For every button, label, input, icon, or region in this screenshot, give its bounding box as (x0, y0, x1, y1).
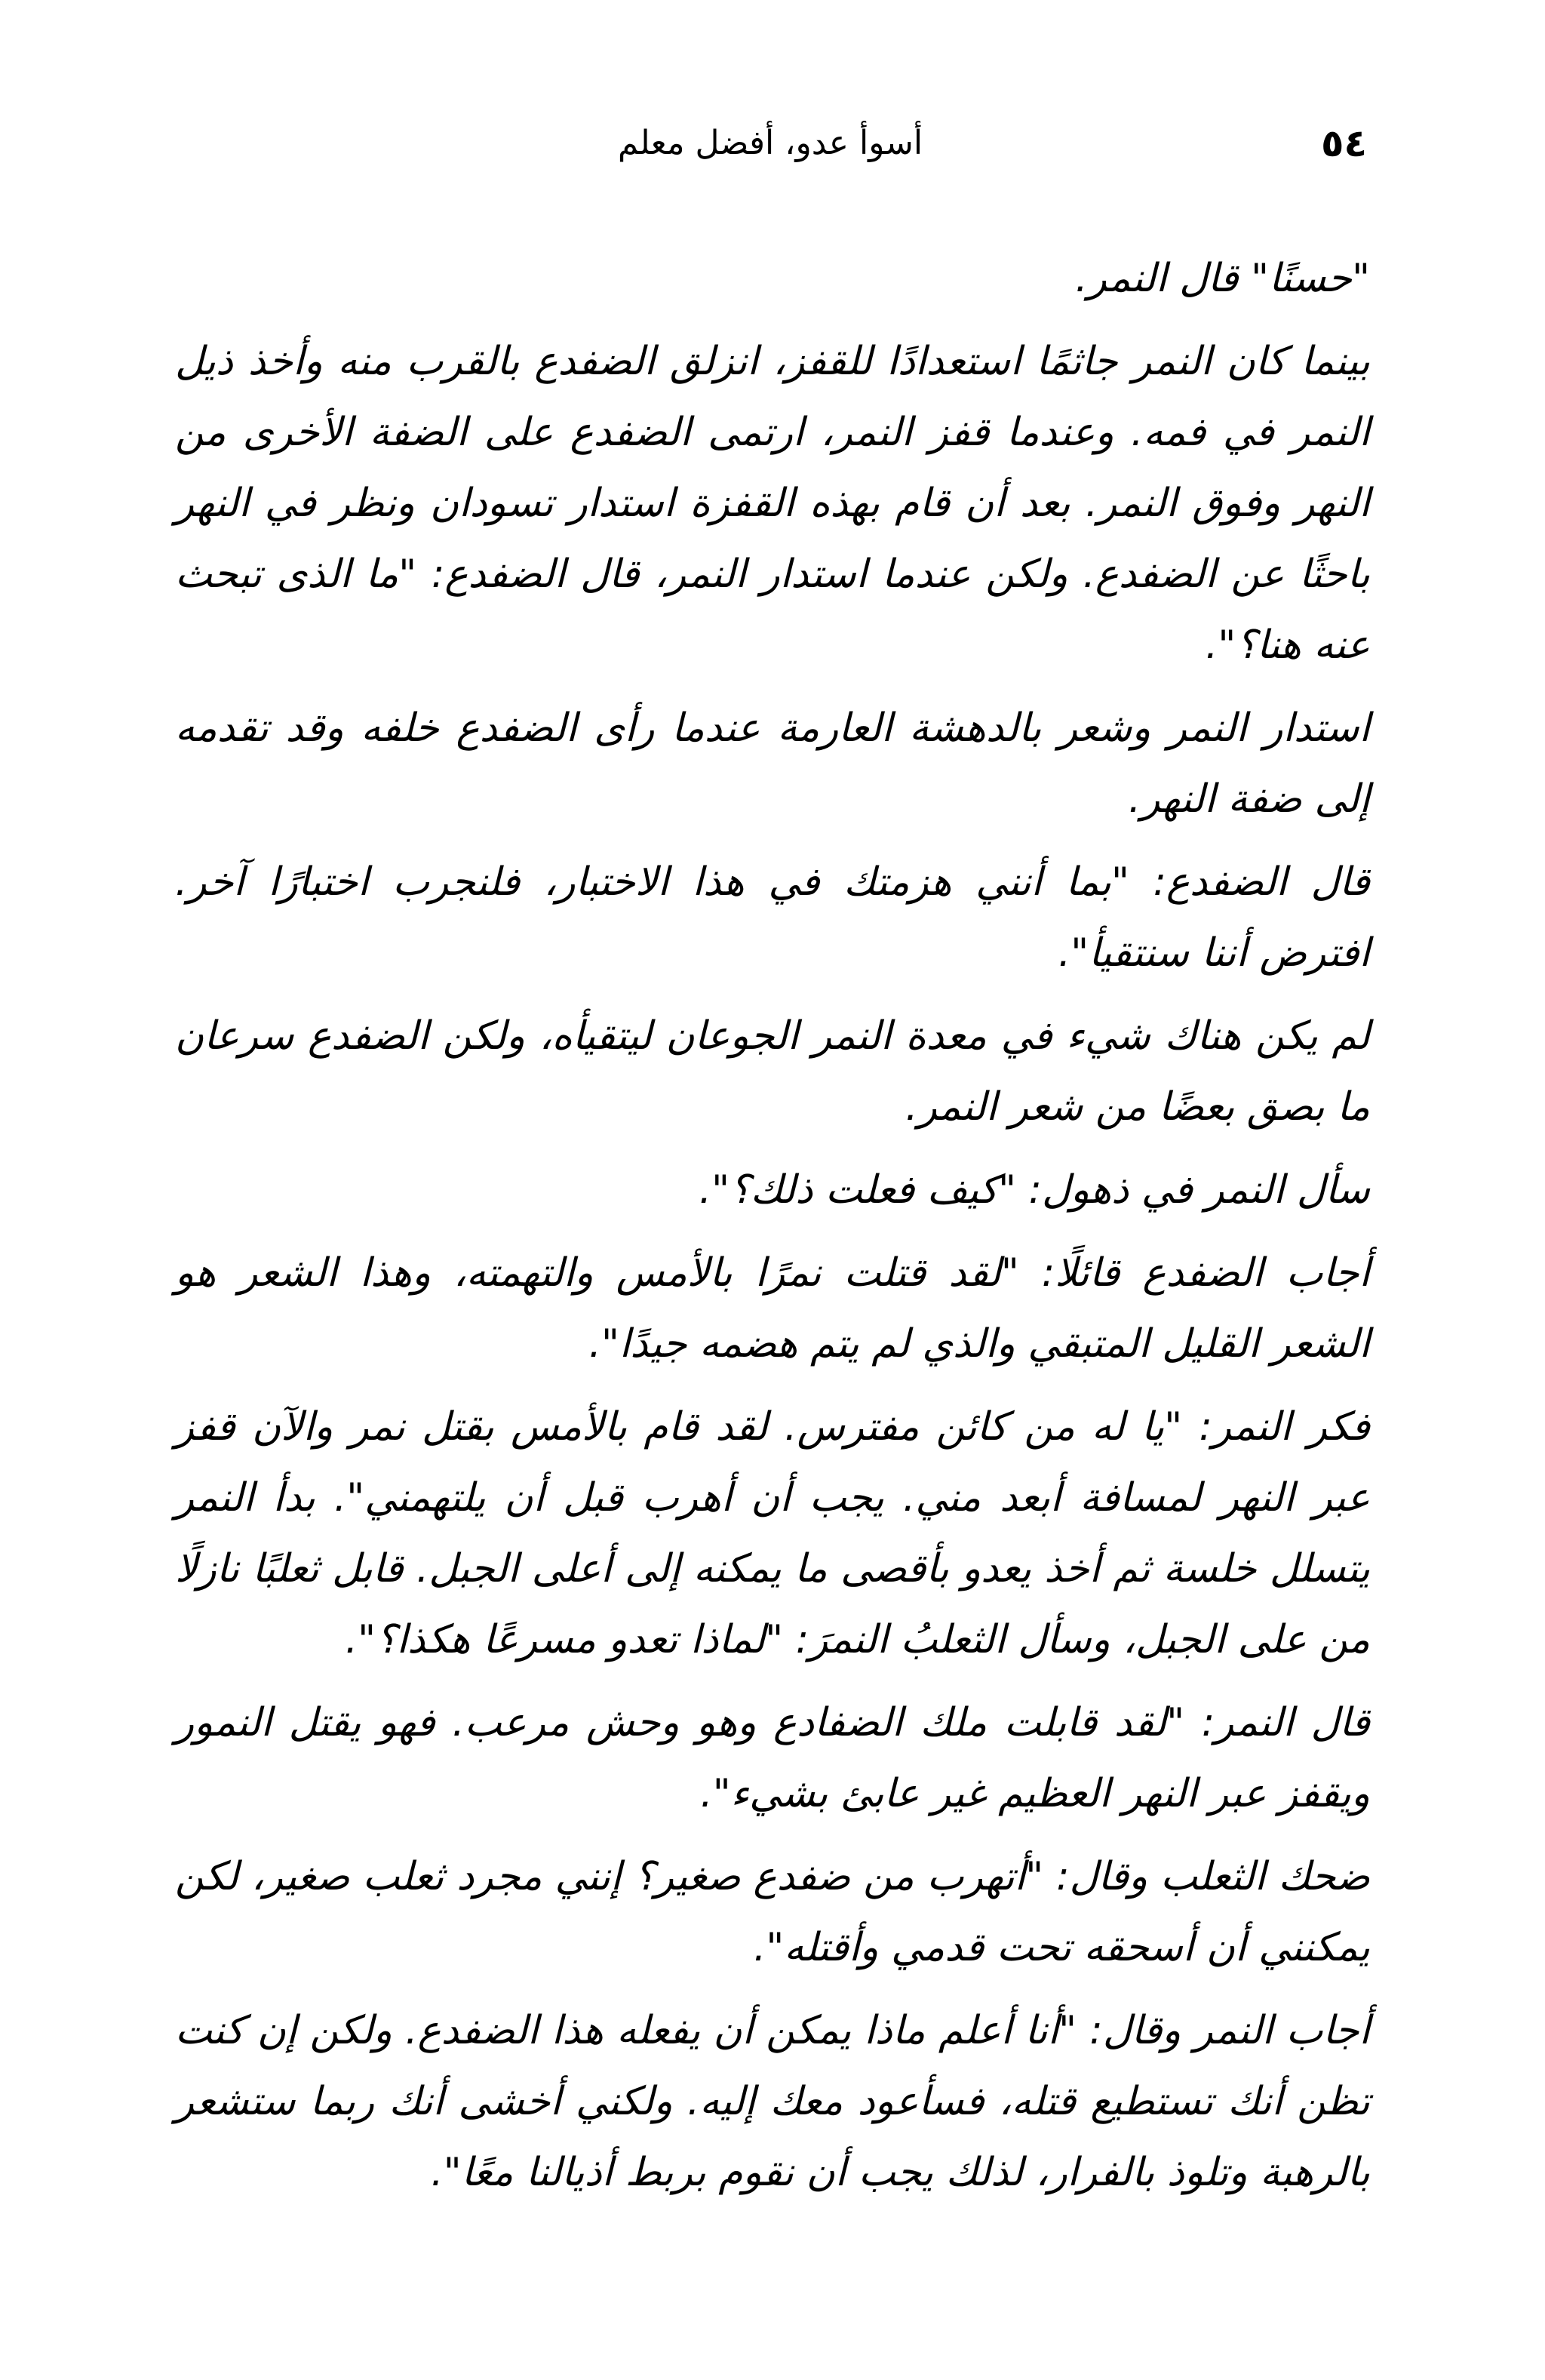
paragraph: "حسنًا" قال النمر. (1075, 256, 1370, 301)
paragraph: قال الضفدع: "بما أنني هزمتك في هذا الاختبار، فلنجرب اختبارًا آخر. افترض أننا سنتقيأ". (175, 859, 1370, 976)
paragraph: أجاب النمر وقال: "أنا أعلم ماذا يمكن أن يفعله هذا الضفدع. ولكن إن كنت تظن أنك تستطيع قتله، فسأعود معك إليه. ولكني أخشى أنك ربما ستشعر بالرهبة وتلوذ بالفرار، لذلك يجب أن نقوم بربط أذيالنا معًا". (175, 2008, 1370, 2195)
running-title: أسوأ عدو، أفضل معلم (617, 124, 923, 162)
paragraph: فكر النمر: "يا له من كائن مفترس. لقد قام بالأمس بقتل نمر والآن قفز عبر النهر لمسافة أبعد مني. يجب أن أهرب قبل أن يلتهمني". بدأ النمر يتسلل خلسة ثم أخذ يعدو بأقصى ما يمكنه إلى أعلى الجبل. قابل ثعلبًا نازلًا من على الجبل، وسأل الثعلبُ النمرَ: "لماذا تعدو مسرعًا هكذا؟". (175, 1404, 1370, 1662)
page-header (174, 113, 1367, 174)
paragraph: ضحك الثعلب وقال: "أتهرب من ضفدع صغير؟ إنني مجرد ثعلب صغير، لكن يمكنني أن أسحقه تحت قدمي وأقتله". (175, 1854, 1370, 1970)
page-number: ٥٤ (1320, 121, 1367, 165)
paragraph: لم يكن هناك شيء في معدة النمر الجوعان ليتقيأه، ولكن الضفدع سرعان ما بصق بعضًا من شعر النمر. (175, 1013, 1370, 1130)
paragraph: بينما كان النمر جاثمًا استعدادًا للقفز، انزلق الضفدع بالقرب منه وأخذ ذيل النمر في فمه. وعندما قفز النمر، ارتمى الضفدع على الضفة الأخرى من النهر وفوق النمر. بعد أن قام بهذه القفزة استدار تسودان ونظر في النهر باحثًا عن الضفدع. ولكن عندما استدار النمر، قال الضفدع: "ما الذى تبحث عنه هنا؟". (175, 339, 1370, 668)
paragraph: أجاب الضفدع قائلًا: "لقد قتلت نمرًا بالأمس والتهمته، وهذا الشعر هو الشعر القليل المتبقي والذي لم يتم هضمه جيدًا". (175, 1250, 1370, 1367)
paragraph: استدار النمر وشعر بالدهشة العارمة عندما رأى الضفدع خلفه وقد تقدمه إلى ضفة النهر. (175, 706, 1370, 822)
body-text (175, 243, 1370, 2220)
paragraph: سأل النمر في ذهول: "كيف فعلت ذلك؟". (699, 1167, 1370, 1213)
paragraph: قال النمر: "لقد قابلت ملك الضفادع وهو وحش مرعب. فهو يقتل النمور ويقفز عبر النهر العظيم غير عابئ بشيء". (175, 1700, 1370, 1816)
